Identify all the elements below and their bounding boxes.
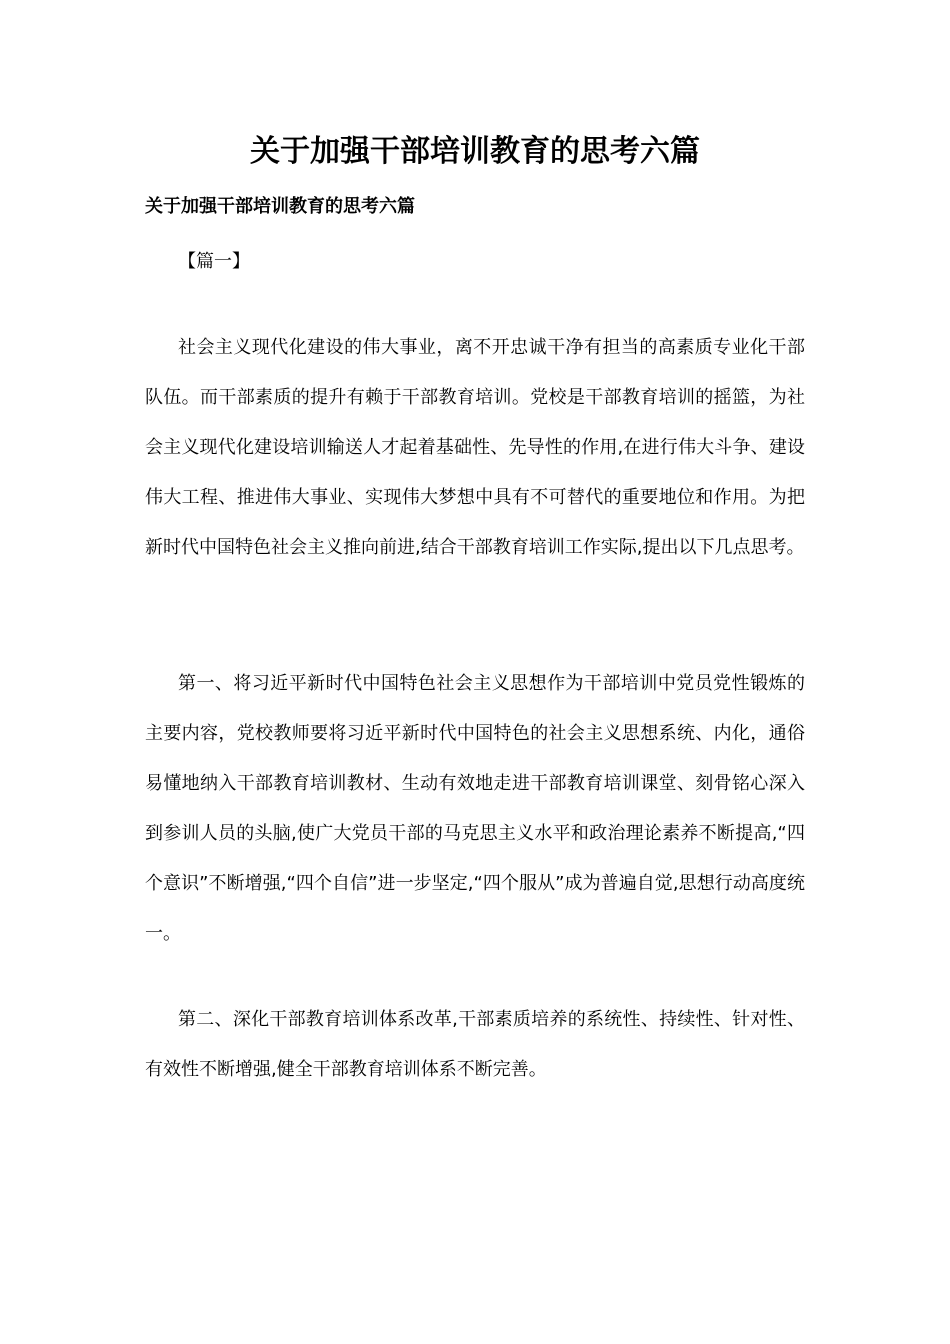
paragraph-2: 第一、将习近平新时代中国特色社会主义思想作为干部培训中党员党性锻炼的主要内容，党校教师要将习近平新时代中国特色的社会主义思想系统、内化，通俗易懂地纳入干部教育培训教材、生动有效地走进干部教育培训课堂、刻骨铭心深入到参训人员的头脑,使广大党员干部的马克思主义水平和政治理论素养不断提高,“四个意识”不断增强,“四个自信”进一步坚定,“四个服从”成为普遍自觉,思想行动高度统一。 [145,673,805,944]
document-title: 关于加强干部培训教育的思考六篇 [250,134,700,169]
section-label: 【篇一】 [178,251,250,272]
document-subtitle: 关于加强干部培训教育的思考六篇 [145,196,415,217]
paragraph-1: 社会主义现代化建设的伟大事业，离不开忠诚干净有担当的高素质专业化干部队伍。而干部素质的提升有赖于干部教育培训。党校是干部教育培训的摇篮，为社会主义现代化建设培训输送人才起着基础性、先导性的作用,在进行伟大斗争、建设伟大工程、推进伟大事业、实现伟大梦想中具有不可替代的重要地位和作用。为把新时代中国特色社会主义推向前进,结合干部教育培训工作实际,提出以下几点思考。 [145,337,805,558]
paragraph-3: 第二、深化干部教育培训体系改革,干部素质培养的系统性、持续性、针对性、有效性不断增强,健全干部教育培训体系不断完善。 [145,1009,805,1080]
